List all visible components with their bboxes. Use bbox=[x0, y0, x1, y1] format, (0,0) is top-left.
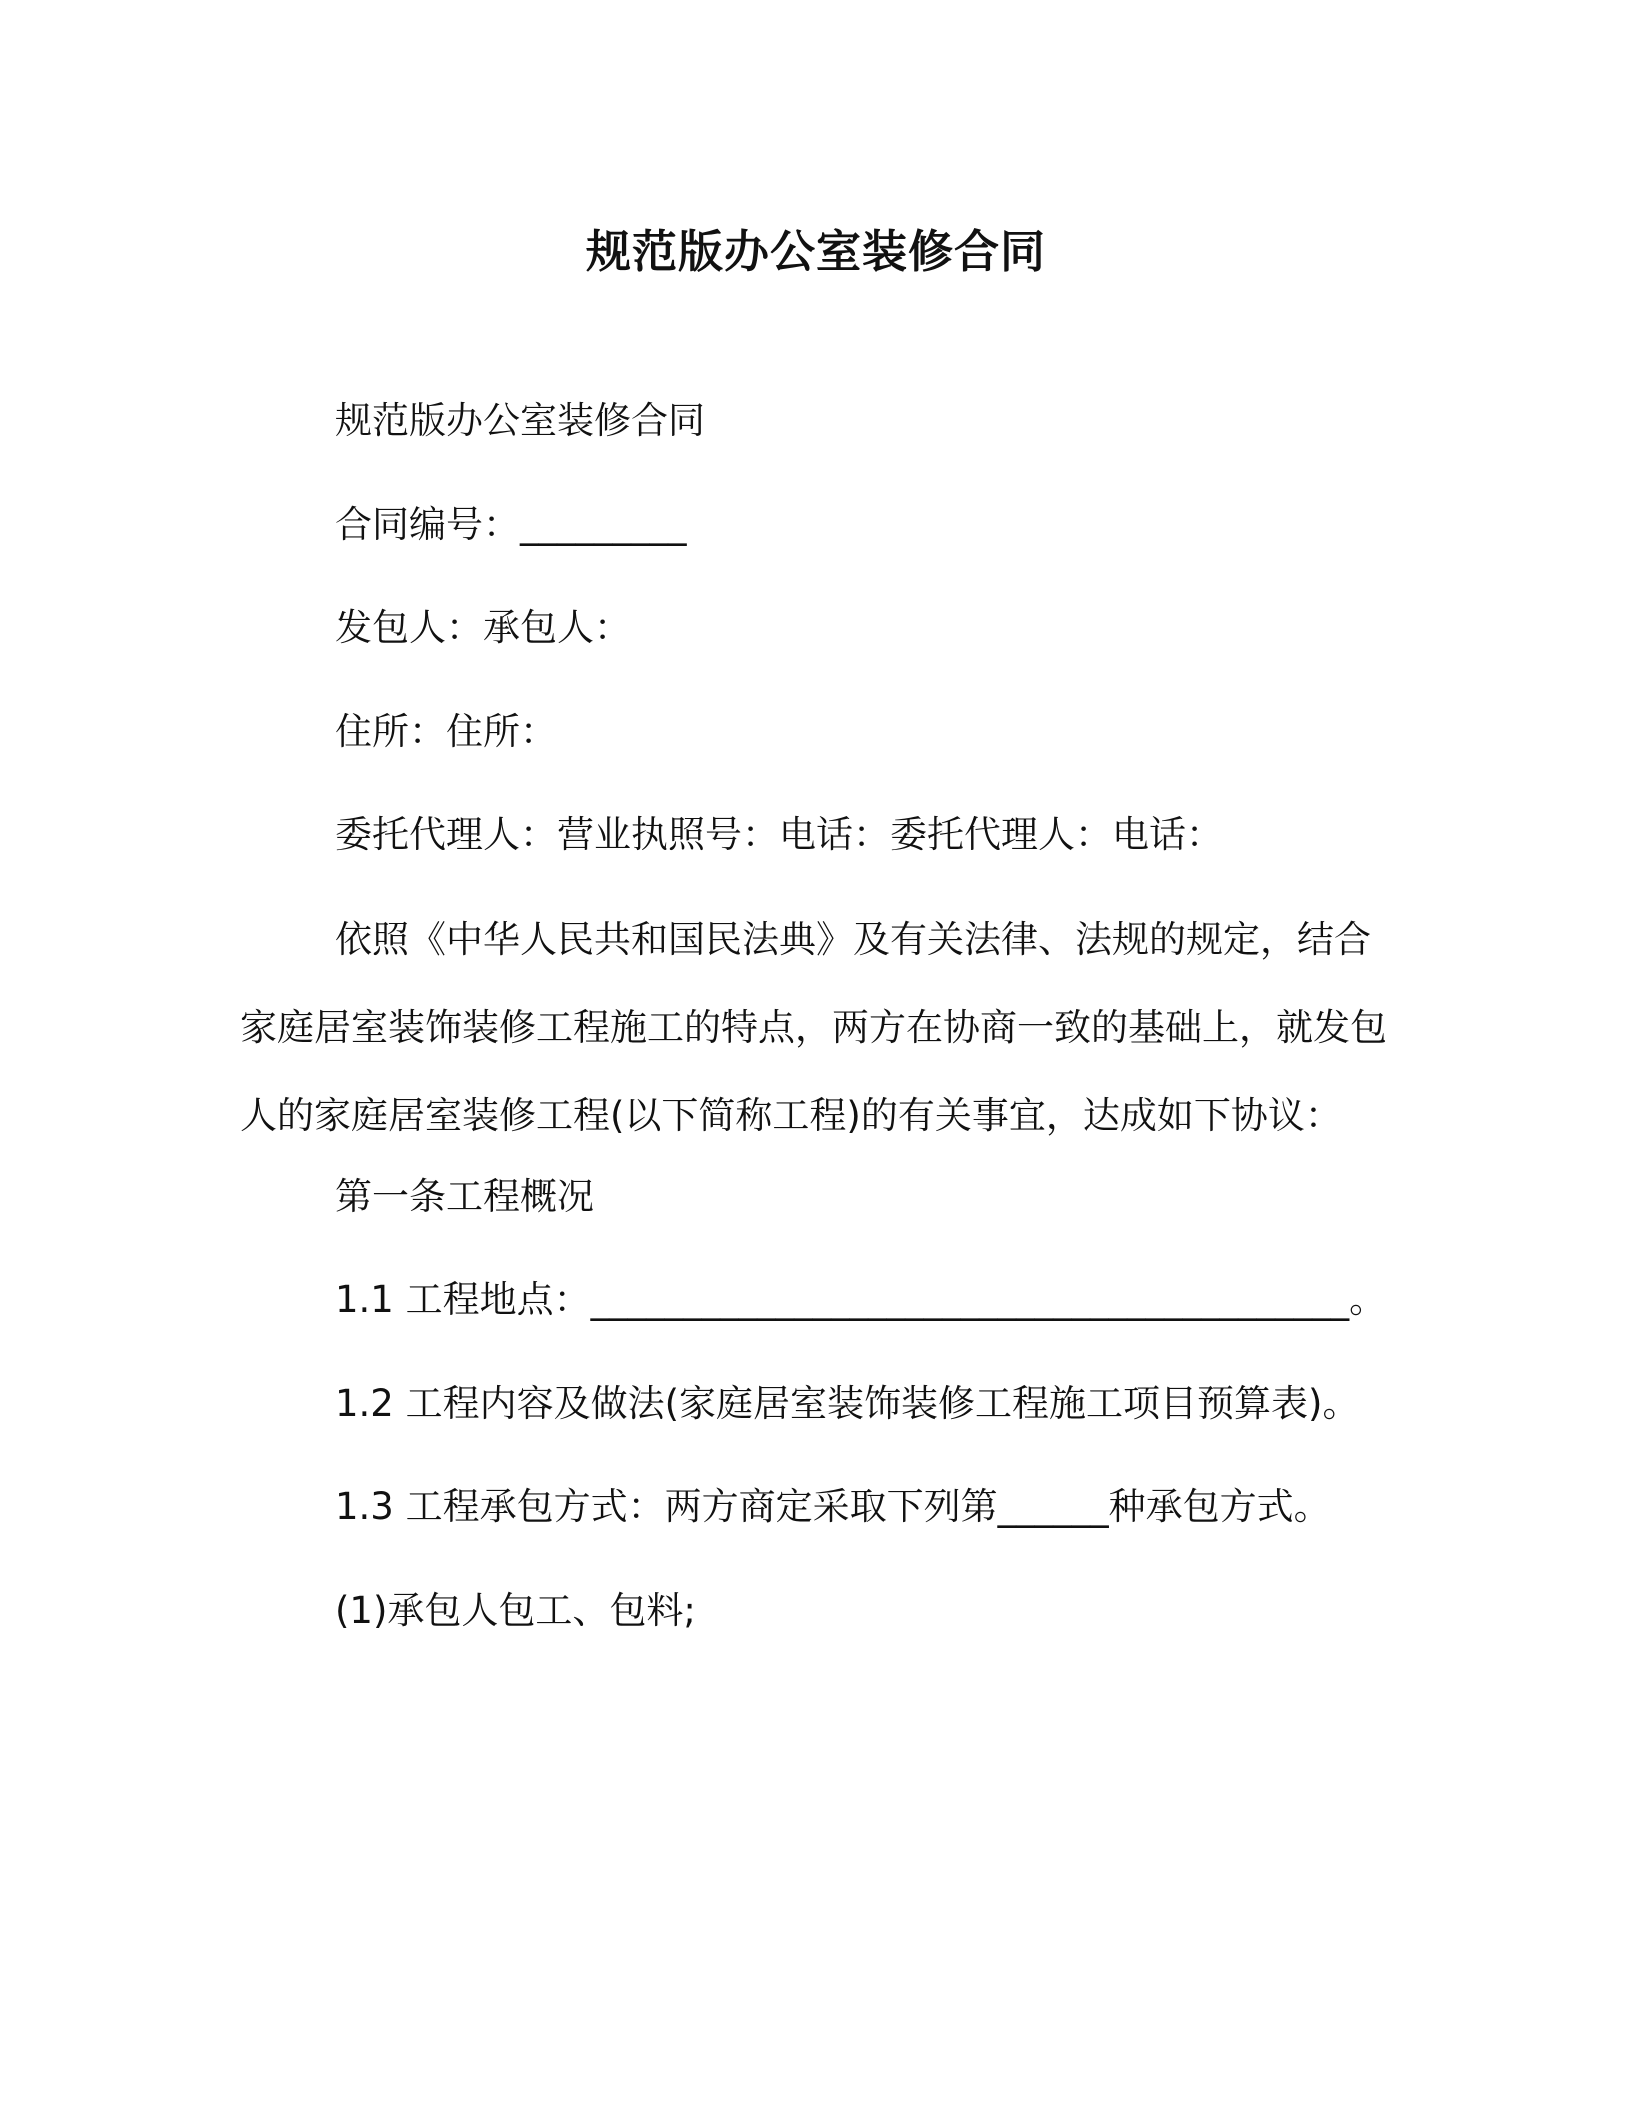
address-line: 住所：住所： bbox=[335, 710, 557, 753]
preamble-paragraph: 依照《中华人民共和国民法典》及有关法律、法规的规定，结合家庭居室装饰装修工程施工的特点，两方在协商一致的基础上，就发包人的家庭居室装修工程(以下简称工程)的有关事宜，达成如下协议： bbox=[240, 918, 1387, 1137]
article-1-heading: 第一条工程概况 bbox=[335, 1175, 594, 1218]
contract-number-line: 合同编号：_________ bbox=[335, 503, 687, 546]
item-1-3-line: 1.3 工程承包方式：两方商定采取下列第______种承包方式。 bbox=[335, 1485, 1331, 1528]
item-option-1-line: (1)承包人包工、包料; bbox=[335, 1589, 696, 1632]
subtitle-line: 规范版办公室装修合同 bbox=[335, 399, 705, 442]
parties-line: 发包人：承包人： bbox=[335, 606, 631, 649]
item-1-1-line: 1.1 工程地点：_________________________________________。 bbox=[335, 1278, 1387, 1321]
item-1-2-line: 1.2 工程内容及做法(家庭居室装饰装修工程施工项目预算表)。 bbox=[335, 1382, 1360, 1425]
document-title: 规范版办公室装修合同 bbox=[585, 225, 1046, 278]
agents-line: 委托代理人：营业执照号：电话：委托代理人：电话： bbox=[335, 813, 1223, 856]
